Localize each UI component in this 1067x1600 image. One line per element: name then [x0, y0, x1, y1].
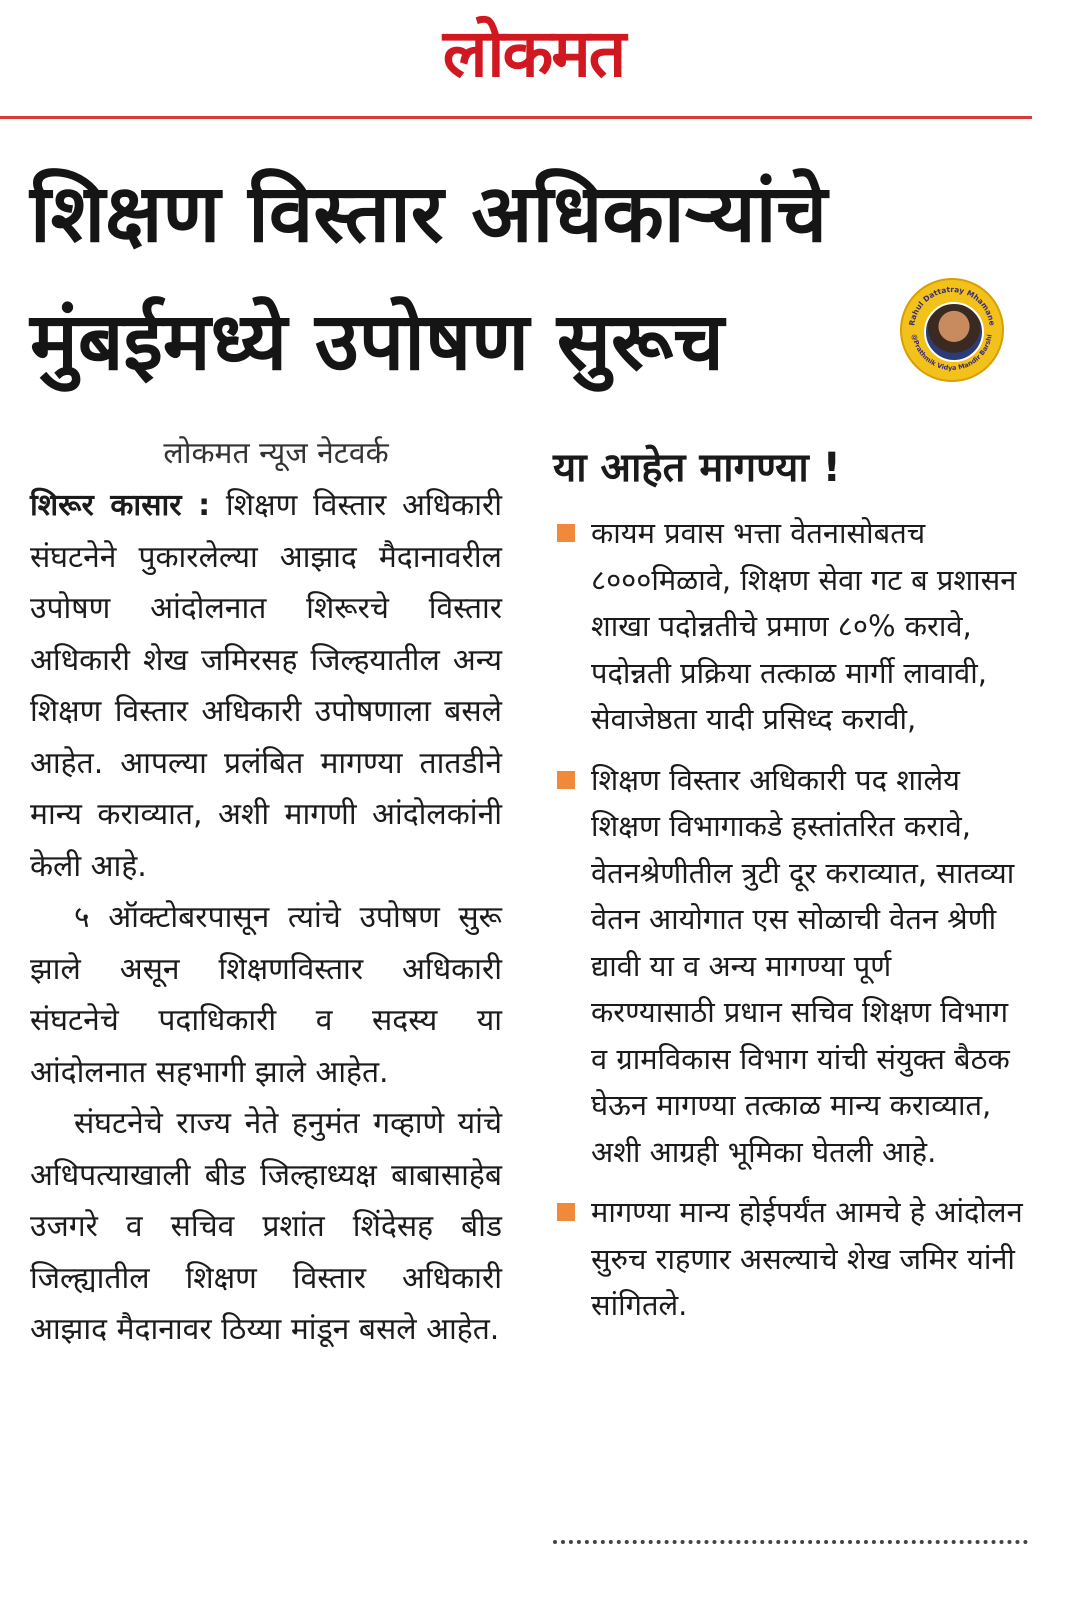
end-divider — [553, 1540, 1028, 1544]
demands-box — [553, 440, 1023, 1343]
article-paragraph-1 — [30, 480, 502, 892]
article-paragraph-2: ५ ऑक्टोबरपासून त्यांचे उपोषण सुरू झाले असून शिक्षणविस्तार अधिकारी संघटनेचे पदाधिकारी व सदस्य या आंदोलनात सहभागी झाले आहेत. — [30, 900, 502, 1090]
headline-line-1: शिक्षण विस्तार अधिकाऱ्यांचे — [30, 167, 828, 260]
demand-item — [553, 1189, 1023, 1329]
headline — [30, 150, 1030, 406]
headline-line-2: मुंबईमध्ये उपोषण सुरूच — [30, 295, 724, 388]
demand-item — [553, 757, 1023, 1176]
demands-title: या आहेत मागण्या ! — [553, 445, 841, 491]
square-bullet-icon — [557, 771, 575, 789]
demand-item — [553, 510, 1023, 743]
square-bullet-icon — [557, 1203, 575, 1221]
demand-text: शिक्षण विस्तार अधिकारी पद शालेय शिक्षण विभागाकडे हस्तांतरित करावे, वेतनश्रेणीतील त्रुटी दूर कराव्यात, सातव्या वेतन आयोगात एस सोळाची वेतन श्रेणी द्यावी या व अन्य मागण्या पूर्ण करण्यासाठी प्रधान सचिव शिक्षण विभाग व ग्रामविकास विभाग यांची संयुक्त बैठक घेऊन मागण्या तत्काळ मान्य कराव्यात, अशी आग्रही भूमिका घेतली आहे. — [591, 762, 1015, 1169]
square-bullet-icon — [557, 524, 575, 542]
article-paragraph-3: संघटनेचे राज्य नेते हनुमंत गव्हाणे यांचे अधिपत्याखाली बीड जिल्हाध्यक्ष बाबासाहेब उजगरे व सचिव प्रशांत शिंदेसह बीड जिल्ह्यातील शिक्षण विस्तार अधिकारी आझाद मैदानावर ठिय्या मांडून बसले आहेत. — [30, 1106, 502, 1347]
dateline: शिरूर कासार : — [30, 488, 211, 523]
masthead — [0, 0, 1067, 118]
author-badge-icon — [900, 278, 1004, 382]
demand-text: कायम प्रवास भत्ता वेतनासोबतच ८०००मिळावे, शिक्षण सेवा गट ब प्रशासन शाखा पदोन्नतीचे प्रमाण ८०% करावे, पदोन्नती प्रक्रिया तत्काळ मार्गी लावावी, सेवाजेष्ठता यादी प्रसिध्द करावी, — [591, 516, 1017, 736]
badge-top-text: Rahul Dattatray Mhamane — [907, 284, 997, 327]
byline: लोकमत न्यूज नेटवर्क — [163, 436, 389, 471]
avatar — [924, 302, 984, 362]
masthead-divider — [0, 116, 1032, 119]
article-body — [30, 436, 502, 1356]
demand-text: मागण्या मान्य होईपर्यंत आमचे हे आंदोलन सुरुच राहणार असल्याचे शेख जमिर यांनी सांगितले. — [591, 1195, 1023, 1322]
badge-bottom-text: @Prathmik Vidya Mandir Barshi — [910, 333, 994, 373]
paragraph-1-text: शिक्षण विस्तार अधिकारी संघटनेने पुकारलेल्या आझाद मैदानावरील उपोषण आंदोलनात शिरूरचे विस्तार अधिकारी शेख जमिरसह जिल्हयातील अन्य शिक्षण विस्तार अधिकारी उपोषणाला बसले आहेत. आपल्या प्रलंबित मागण्या तातडीने मान्य कराव्यात, अशी मागणी आंदोलकांनी केली आहे. — [30, 488, 502, 884]
newspaper-logo: लोकमत — [442, 15, 625, 92]
